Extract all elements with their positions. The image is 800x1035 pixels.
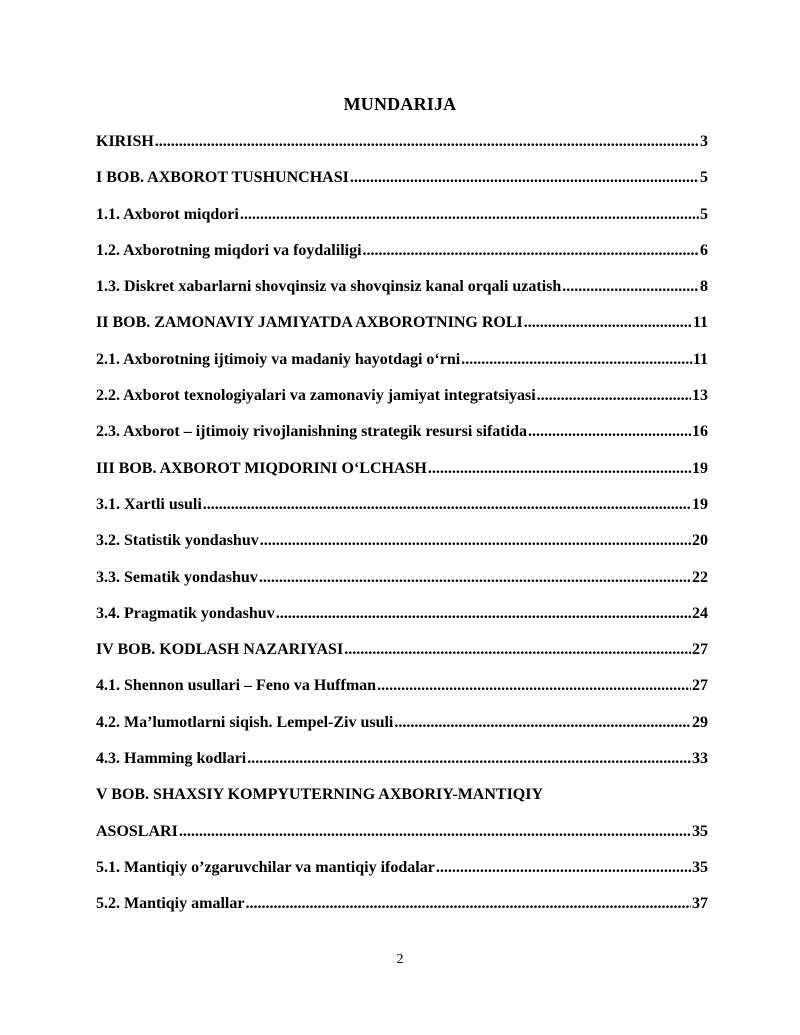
toc-entry-page: 11 [692,314,708,332]
toc-entry [96,305,708,341]
toc-entry-page: 8 [700,278,708,296]
toc-entry [96,596,708,632]
toc-entry-label: IV BOB. KODLASH NAZARIYASI [96,641,344,659]
toc-entry-label: 5.2. Mantiqiy amallar [96,895,245,913]
toc-entry-label: 3.4. Pragmatik yondashuv [96,604,275,622]
toc-entry-page: 5 [700,169,708,187]
toc-entry [96,233,708,269]
toc-entry [96,451,708,487]
toc-leader-dots [203,487,691,523]
toc-leader-dots [377,668,691,704]
toc-entry [96,378,708,414]
toc-entry-label: 4.1. Shennon usullari – Feno va Huffman [96,677,377,695]
toc-entry-label: 1.2. Axborotning miqdori va foydaliligi [96,241,362,259]
toc-leader-dots [461,342,692,378]
toc-entry-label: III BOB. AXBOROT MIQDORINI O‘LCHASH [96,459,427,477]
toc-entry [96,160,708,196]
toc-entry-label: 3.1. Xartli usuli [96,495,202,513]
toc-leader-dots [260,523,691,559]
toc-leader-dots [528,414,691,450]
toc-title: MUNDARIJA [343,94,457,114]
toc-leader-dots [276,596,691,632]
toc-entry-page: 24 [692,604,708,622]
toc-leader-dots [428,451,691,487]
toc-entry [96,342,708,378]
table-of-contents [96,124,708,923]
toc-leader-dots [562,269,699,305]
toc-leader-dots [436,850,691,886]
toc-leader-dots [259,560,691,596]
toc-leader-dots [155,124,699,160]
toc-entry-page: 35 [692,822,708,840]
page-number: 2 [396,952,404,967]
toc-entry-page: 13 [692,387,708,405]
toc-entry-label: 2.2. Axborot texnologiyalari va zamonaviy jamiyat integratsiyasi [96,387,536,405]
toc-entry-page: 19 [692,495,708,513]
toc-entry-page: 27 [692,641,708,659]
toc-entry [96,124,708,160]
toc-entry-label: 1.3. Diskret xabarlarni shovqinsiz va shovqinsiz kanal orqali uzatish [96,278,562,296]
toc-leader-dots [394,705,691,741]
toc-entry-label: I BOB. AXBOROT TUSHUNCHASI [96,169,349,187]
toc-entry-label: 4.3. Hamming kodlari [96,750,247,768]
toc-entry-page: 16 [692,423,708,441]
toc-entry [96,777,708,813]
toc-entry [96,414,708,450]
toc-entry-page: 6 [700,241,708,259]
toc-entry-page: 19 [692,459,708,477]
toc-entry [96,523,708,559]
toc-entry-label: 3.3. Sematik yondashuv [96,568,258,586]
toc-leader-dots [245,886,691,922]
toc-entry-label: 1.1. Axborot miqdori [96,205,239,223]
toc-entry [96,850,708,886]
toc-entry-label: 5.1. Mantiqiy o’zgaruvchilar va mantiqiy ifodalar [96,858,435,876]
toc-leader-dots [537,378,691,414]
toc-leader-dots [350,160,699,196]
toc-leader-dots [524,305,692,341]
toc-entry-label: V BOB. SHAXSIY KOMPYUTERNING AXBORIY-MANTIQIY [96,786,544,804]
toc-entry-label: 2.3. Axborot – ijtimoiy rivojlanishning strategik resursi sifatida [96,423,527,441]
toc-entry-page: 5 [700,205,708,223]
toc-entry-page: 20 [692,532,708,550]
toc-entry [96,741,708,777]
toc-entry-page: 35 [692,858,708,876]
toc-entry [96,487,708,523]
toc-entry-page: 11 [692,350,708,368]
toc-entry [96,269,708,305]
toc-entry-label: II BOB. ZAMONAVIY JAMIYATDA AXBOROTNING ROLI [96,314,523,332]
toc-entry [96,632,708,668]
toc-entry-label: 4.2. Ma’lumotlarni siqish. Lempel-Ziv usuli [96,713,394,731]
toc-entry [96,886,708,922]
toc-entry-label: 2.1. Axborotning ijtimoiy va madaniy hayotdagi o‘rni [96,350,461,368]
toc-entry-label: 3.2. Statistik yondashuv [96,532,259,550]
toc-entry-page: 27 [692,677,708,695]
toc-entry-page: 37 [692,895,708,913]
toc-entry [96,705,708,741]
toc-entry-label: ASOSLARI [96,822,178,840]
toc-entry [96,668,708,704]
toc-leader-dots [344,632,691,668]
toc-leader-dots [363,233,699,269]
toc-entry-page: 22 [692,568,708,586]
toc-entry-page: 3 [700,133,708,150]
toc-leader-dots [179,814,691,850]
toc-entry-label: KIRISH [96,133,154,150]
toc-entry-page: 29 [692,713,708,731]
toc-leader-dots [247,741,691,777]
toc-entry [96,560,708,596]
toc-entry [96,814,708,850]
toc-leader-dots [240,197,699,233]
toc-entry-page: 33 [692,750,708,768]
toc-entry [96,197,708,233]
